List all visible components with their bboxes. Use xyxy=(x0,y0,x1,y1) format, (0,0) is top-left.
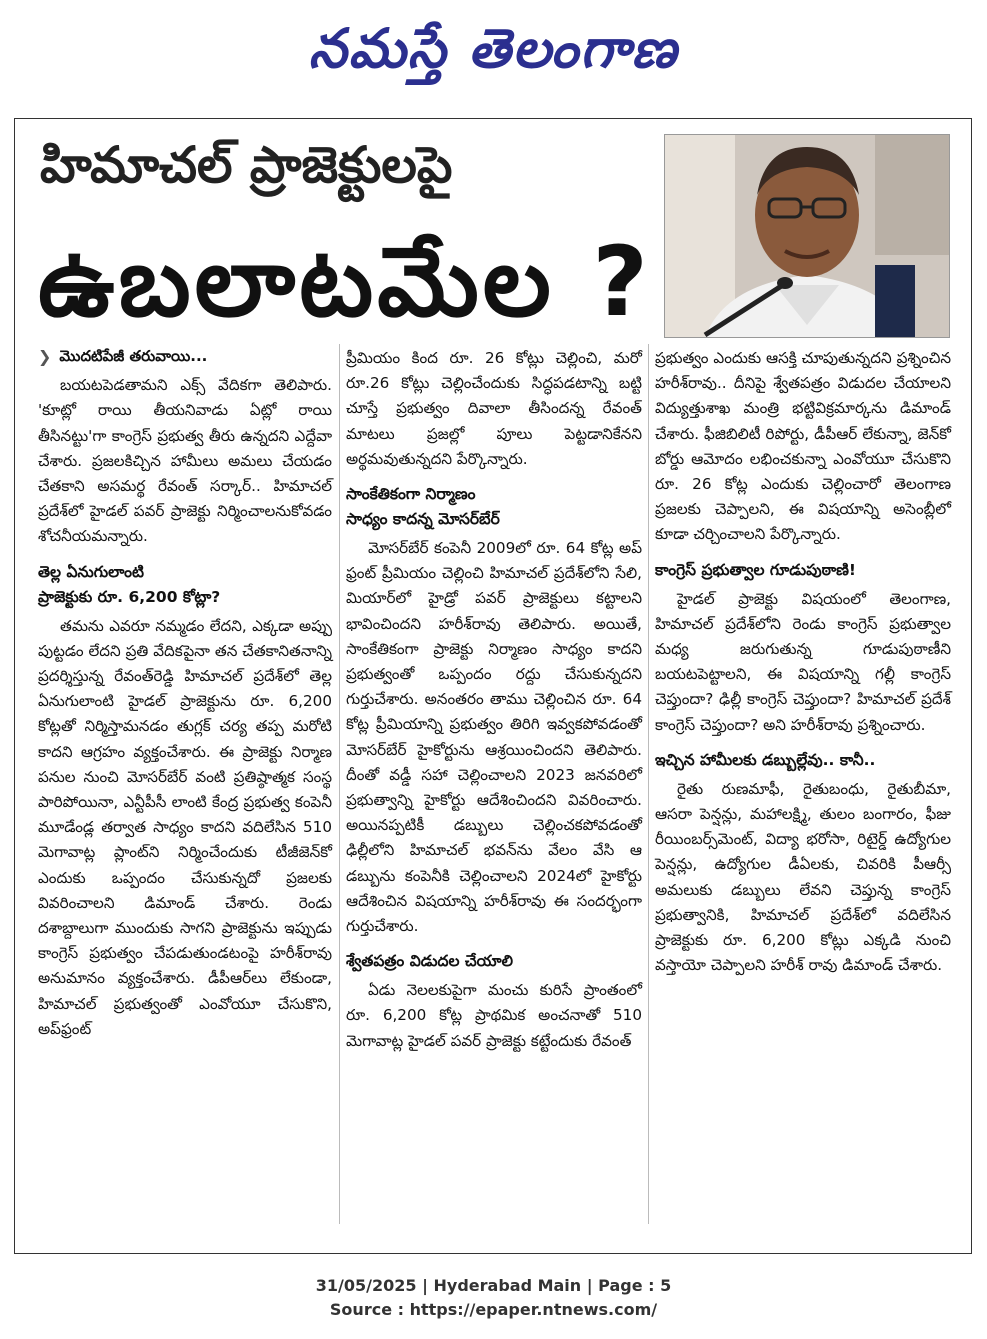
col2-subheading-2: శ్వేతపత్రం విడుదల చేయాలి xyxy=(346,952,513,971)
article-column-1 xyxy=(38,344,332,1042)
portrait-illustration xyxy=(665,135,949,337)
col2-paragraph-3: ఏడు నెలలకుపైగా మంచు కురిసే ప్రాంతంలో రూ. 6,200 కోట్ల ప్రాథమిక అంచనాతో 510 మెగావాట్ల హైడల్ పవర్ ప్రాజెక్టు కట్టేందుకు రేవంత్ xyxy=(346,981,642,1050)
column-divider-2 xyxy=(648,344,649,1224)
portrait-photo xyxy=(664,134,950,338)
col2-subheading-1-line1: సాంకేతికంగా నిర్మాణం xyxy=(346,485,476,504)
chevron-right-icon: ❯ xyxy=(38,347,52,366)
article-column-2 xyxy=(346,346,642,1054)
col1-paragraph-1: బయటపెడతామని ఎక్స్ వేదికగా తెలిపారు. 'కూట్లో రాయి తీయనివాడు ఏట్లో రాయి తీసినట్టు'గా కాంగ్రెస్ ప్రభుత్వ తీరు ఉన్నదని ఎద్దేవా చేశారు. ప్రజలకిచ్చిన హామీలు అమలు చేయడం చేతకాని అసమర్థ రేవంత్ సర్కార్.. హిమాచల్ ప్రదేశ్‌లో హైడల్ పవర్ ప్రాజెక్టు నిర్మించాలనుకోవడం శోచనీయమన్నారు. xyxy=(38,376,332,546)
col2-paragraph-1: ప్రీమియం కింద రూ. 26 కోట్లు చెల్లించి, మరో రూ.26 కోట్లు చెల్లించేందుకు సిద్ధపడటాన్ని బట్టి చూస్తే ప్రభుత్వం దివాలా తీసిందన్న రేవంత్ మాటలు ప్రజల్లో పూలు పెట్టడానికేనని అర్థమవుతున్నదని పేర్కొన్నారు. xyxy=(346,349,642,468)
footer-source: Source : https://epaper.ntnews.com/ xyxy=(329,1300,658,1319)
col2-subheading-1-line2: సాధ్యం కాదన్న మోసర్‌బేర్ xyxy=(346,510,500,529)
col3-paragraph-3: రైతు రుణమాఫీ, రైతుబంధు, రైతుబీమా, ఆసరా పెన్షన్లు, మహాలక్ష్మి, తులం బంగారం, ఫీజు రీయింబర్స్‌మెంట్, విద్యా భరోసా, రిటైర్డ్ ఉద్యోగుల పెన్షన్లు, ఉద్యోగుల డీఏలకు, చివరికి పీఆర్సీ అమలుకు డబ్బులు లేవని చెప్తున్న కాంగ్రెస్ ప్రభుత్వానికి, హిమాచల్ ప్రదేశ్‌లో వదిలేసిన ప్రాజెక్టుకు రూ. 6,200 కోట్లు ఎక్కడి నుంచి వస్తాయో చెప్పాలని హరీశ్ రావు డిమాండ్ చేశారు. xyxy=(655,779,951,975)
footer-date-edition: 31/05/2025 | Hyderabad Main | Page : 5 xyxy=(315,1276,672,1295)
col3-paragraph-1: ప్రభుత్వం ఎందుకు ఆసక్తి చూపుతున్నదని ప్రశ్నించిన హరీశ్‌రావు.. దీనిపై శ్వేతపత్రం విడుదల చేయాలని విద్యుత్తుశాఖ మంత్రి భట్టివిక్రమార్కను డిమాండ్ చేశారు. ఫీజిబిలిటీ రిపోర్టు, డీపీఆర్ లేకున్నా, జెన్‌కో బోర్డు ఆమోదం లభించకున్నా ఎంవోయూ చేసుకొని రూ. 26 కోట్ల ఎందుకు చెల్లించారో తెలంగాణ ప్రజలకు చెప్పాలని, ఈ విషయాన్ని అసెంబ్లీలో కూడా చర్చించాలని పేర్కొన్నారు. xyxy=(655,349,951,544)
masthead-logo: నమస్తే తెలంగాణ xyxy=(308,16,679,80)
col1-subheading xyxy=(38,560,332,610)
col2-paragraph-2: మోసర్‌బేర్ కంపెనీ 2009లో రూ. 64 కోట్ల అప్ ఫ్రంట్ ప్రీమియం చెల్లించి హిమాచల్ ప్రదేశ్‌లోని సేలి, మియార్‌లో హైడ్రో పవర్ ప్రాజెక్టులు కట్టాలని భావించిందని హరీశ్‌రావు తెలిపారు. అయితే, సాంకేతికంగా ప్రాజెక్టు నిర్మాణం సాధ్యం కాదని ప్రభుత్వంతో ఒప్పందం రద్దు చేసుకున్నదని గుర్తుచేశారు. అనంతరం తాము చెల్లించిన రూ. 64 కోట్ల ప్రీమియాన్ని ప్రభుత్వం తిరిగి ఇవ్వకపోవడంతో మోసర్‌బేర్ హైకోర్టును ఆశ్రయించిందని తెలిపారు. దీంతో వడ్డీ సహా చెల్లించాలని 2023 జనవరిలో ప్రభుత్వాన్ని హైకోర్టు ఆదేశించిందని వివరించారు. అయినప్పటికీ డబ్బులు చెల్లించకపోవడంతో ఢిల్లీలోని హిమాచల్ భవన్‌ను వేలం వేసి ఆ డబ్బును కంపెనీకి చెల్లించాలని 2024లో హైకోర్టు ఆదేశించిన విషయాన్ని హరీశ్‌రావు ఈ సందర్భంగా గుర్తుచేశారు. xyxy=(346,539,642,936)
headline-line2: ఉబలాటమేల ? xyxy=(38,226,652,338)
headline-line1: హిమాచల్ ప్రాజెక్టులపై xyxy=(40,136,453,194)
col1-paragraph-2: తమను ఎవరూ నమ్మడం లేదని, ఎక్కడా అప్పు పుట్టడం లేదని ప్రతి వేదికపైనా తన చేతకానితనాన్ని ప్రదర్శిస్తున్న రేవంత్‌రెడ్డి హిమాచల్ ప్రదేశ్‌లో తెల్ల ఏనుగులాంటి హైడల్ ప్రాజెక్టును రూ. 6,200 కోట్లతో నిర్మిస్తామనడం తుగ్లక్ చర్య తప్ప మరోటి కాదని ఆగ్రహం వ్యక్తంచేశారు. ఈ ప్రాజెక్టు నిర్మాణ పనుల నుంచి మోసర్‌బేర్ వంటి ప్రతిష్ఠాత్మక సంస్థ పారిపోయినా, ఎన్టీపీసీ లాంటి కేంద్ర ప్రభుత్వ కంపెనీ మూడేండ్ల తర్వాత సాధ్యం కాదని వదిలేసిన 510 మెగావాట్ల ప్లాంట్‌ని నిర్మించేందుకు టీజీజెన్‌కో ఎందుకు ఒప్పందం చేసుకున్నదో ప్రజలకు వివరించాలని డిమాండ్ చేశారు. రెండు దశాబ్దాలుగా ముందుకు సాగని ప్రాజెక్టును ఇప్పుడు కాంగ్రెస్ ప్రభుత్వం చేపడుతుండటంపై హరీశ్‌రావు అనుమానం వ్యక్తంచేశారు. డీపీఆర్‌లు లేకుండా, హిమాచల్ ప్రభుత్వంతో ఎంవోయూ చేసుకొని, అప్‌ఫ్రంట్ xyxy=(38,616,332,1038)
col1-subheading-line2: ప్రాజెక్టుకు రూ. 6,200 కోట్లా? xyxy=(38,587,221,606)
col1-subheading-line1: తెల్ల ఏనుగులాంటి xyxy=(38,562,144,581)
kicker-text: మొదటిపేజీ తరువాయి... xyxy=(59,347,208,365)
continuation-kicker xyxy=(38,344,332,369)
article-column-3 xyxy=(655,346,951,978)
col3-subheading-1: కాంగ్రెస్ ప్రభుత్వాల గూడుపుఠాణి! xyxy=(655,560,856,579)
col3-paragraph-2: హైడల్ ప్రాజెక్టు విషయంలో తెలంగాణ, హిమాచల్ ప్రదేశ్‌లోని రెండు కాంగ్రెస్ ప్రభుత్వాల మధ్య జరుగుతున్న గూడుపుఠాణీని బయటపెట్టాలని, ఈ విషయాన్ని గల్లీ కాంగ్రెస్ చెప్తుందా? ఢిల్లీ కాంగ్రెస్ చెప్తుందా? హిమాచల్ ప్రదేశ్ కాంగ్రెస్ చెప్తుందా? అని హరీశ్‌రావు ప్రశ్నించారు. xyxy=(655,589,951,734)
col3-subheading-2: ఇచ్చిన హామీలకు డబ్బుల్లేవు.. కానీ.. xyxy=(655,750,876,769)
masthead xyxy=(0,8,987,88)
column-divider-1 xyxy=(339,344,340,1224)
col2-subheading-1 xyxy=(346,482,642,532)
